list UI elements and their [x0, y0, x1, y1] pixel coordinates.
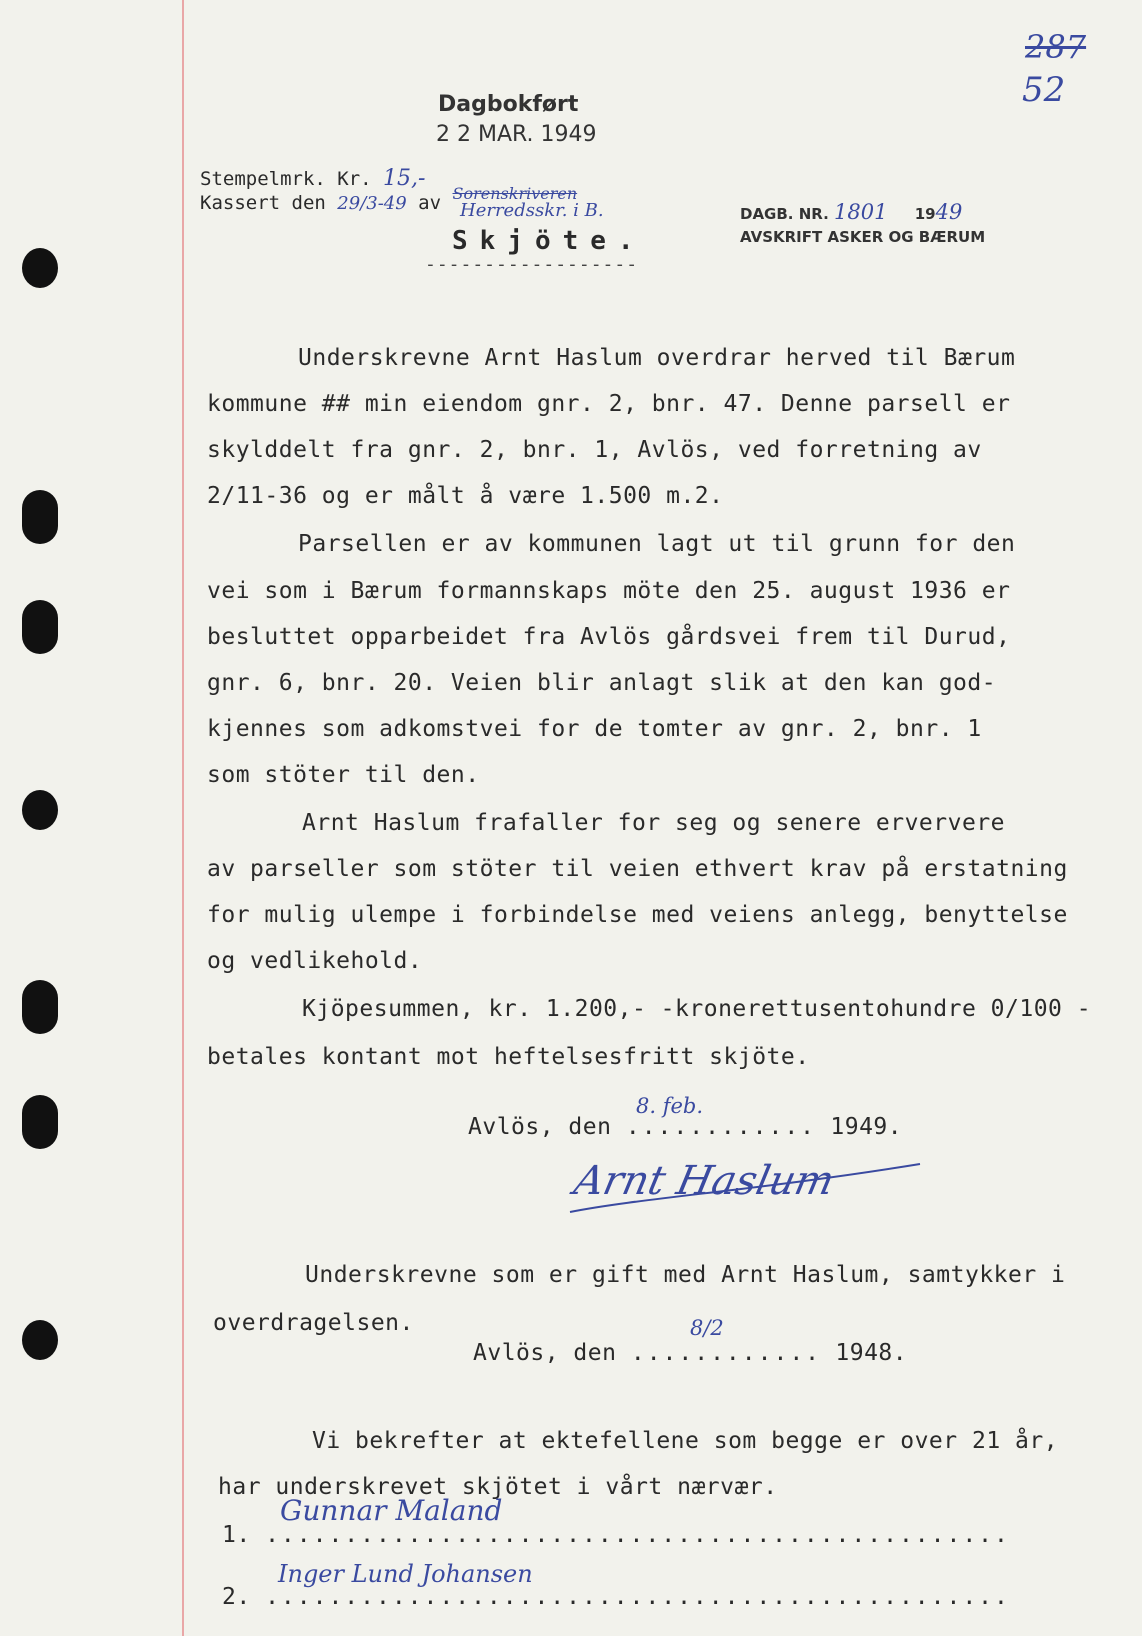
binder-hole	[22, 1095, 58, 1149]
body-line: 2/11-36 og er målt å være 1.500 m.2.	[207, 483, 724, 509]
date-handwritten: 8/2	[690, 1316, 724, 1340]
body-line: besluttet opparbeidet fra Avlös gårdsvei frem til Durud,	[207, 624, 1011, 650]
page-number-struck: 287	[1025, 28, 1087, 66]
witness-number: 2.	[222, 1584, 251, 1610]
date-dots: ............	[630, 1340, 822, 1366]
binder-hole	[22, 600, 58, 654]
date-dots: ............	[625, 1114, 817, 1140]
journal-number: 1801	[834, 200, 888, 224]
binder-hole	[22, 1320, 58, 1360]
journal-prefix: DAGB. NR.	[740, 205, 829, 223]
body-line: Arnt Haslum frafaller for seg og senere erververe	[302, 810, 1006, 836]
date-place: Avlös, den	[473, 1340, 617, 1366]
body-line: skylddelt fra gnr. 2, bnr. 1, Avlös, ved forretning av	[207, 437, 982, 463]
body-line: betales kontant mot heftelsesfritt skjöte.	[207, 1044, 810, 1070]
body-line: kjennes som adkomstvei for de tomter av gnr. 2, bnr. 1	[207, 716, 982, 742]
consent-line: overdragelsen.	[213, 1310, 414, 1336]
cashed-by-label: av	[418, 192, 442, 214]
stamp-fee-line	[200, 166, 425, 191]
witness-dots: ...............................................	[265, 1522, 1010, 1548]
document-title: Skjöte.	[452, 226, 646, 256]
body-line: Kjöpesummen, kr. 1.200,- -kronerettusentohundre 0/100 -	[302, 996, 1092, 1022]
witness-signature-2: Inger Lund Johansen	[278, 1560, 533, 1588]
stamp-dagbokfort: Dagbokført	[438, 92, 579, 117]
cashed-office: Herredsskr. i B.	[460, 200, 604, 221]
body-line: kommune ## min eiendom gnr. 2, bnr. 47. Denne parsell er	[207, 391, 1011, 417]
journal-stamp-line1	[740, 200, 962, 224]
signature-arnt-haslum: Arnt Haslum	[570, 1158, 839, 1204]
cashed-struck-office: Sorenskriveren	[452, 184, 578, 203]
binder-hole	[22, 248, 58, 288]
journal-year: 49	[935, 200, 963, 224]
body-line: som stöter til den.	[207, 762, 480, 788]
page-number: 52	[1022, 70, 1066, 110]
stamp-date: 2 2 MAR. 1949	[436, 122, 597, 147]
binder-hole	[22, 490, 58, 544]
witness-intro-line: Vi bekrefter at ektefellene som begge er over 21 år,	[312, 1428, 1059, 1454]
date-year: 1949.	[830, 1114, 903, 1140]
binder-hole	[22, 790, 58, 830]
margin-line	[182, 0, 184, 1636]
journal-stamp-line2: AVSKRIFT ASKER OG BÆRUM	[740, 228, 986, 246]
witness-dots: ...............................................	[265, 1584, 1010, 1610]
body-line: gnr. 6, bnr. 20. Veien blir anlagt slik at den kan god-	[207, 670, 997, 696]
body-line: for mulig ulempe i forbindelse med veiens anlegg, benyttelse	[207, 902, 1068, 928]
journal-year-prefix: 19	[914, 205, 936, 223]
fee-label: Stempelmrk. Kr.	[200, 168, 372, 190]
body-line: vei som i Bærum formannskaps möte den 25. august 1936 er	[207, 578, 1011, 604]
witness-signature-1: Gunnar Maland	[280, 1494, 503, 1527]
cashed-date: 29/3-49	[337, 193, 407, 214]
cashed-label: Kassert den	[200, 192, 326, 214]
body-line: Parsellen er av kommunen lagt ut til grunn for den	[298, 531, 1016, 557]
binder-hole	[22, 980, 58, 1034]
date-year: 1948.	[835, 1340, 908, 1366]
fee-amount: 15,-	[383, 166, 426, 191]
witness-intro-line: har underskrevet skjötet i vårt nærvær.	[218, 1474, 778, 1500]
date-place: Avlös, den	[468, 1114, 612, 1140]
date-handwritten: 8. feb.	[636, 1094, 704, 1118]
body-line: av parseller som stöter til veien ethvert krav på erstatning	[207, 856, 1068, 882]
consent-line: Underskrevne som er gift med Arnt Haslum, samtykker i	[305, 1262, 1066, 1288]
date-line-2	[473, 1340, 907, 1366]
witness-number: 1.	[222, 1522, 251, 1548]
signature-flourish	[560, 1150, 940, 1220]
body-line: Underskrevne Arnt Haslum overdrar herved til Bærum	[298, 345, 1016, 371]
title-underline: ------------------	[425, 254, 639, 275]
body-line: og vedlikehold.	[207, 948, 423, 974]
